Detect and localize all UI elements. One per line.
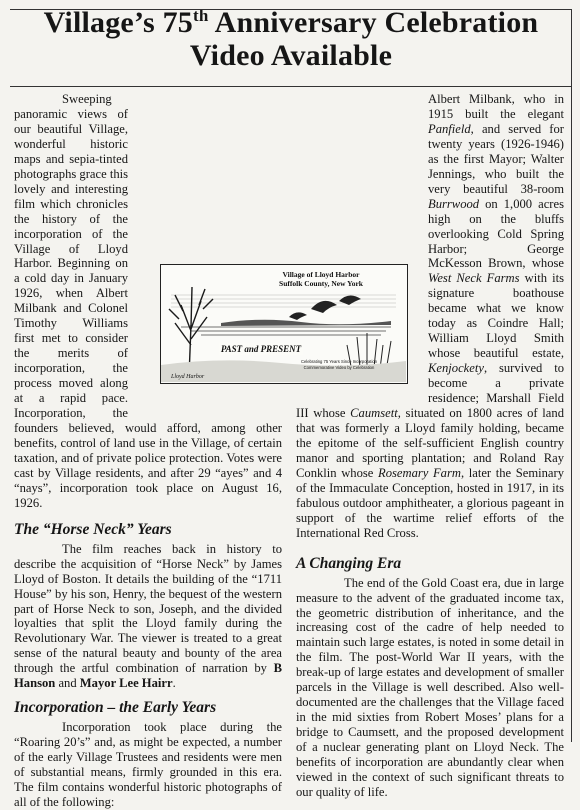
estate-panfield: Panfield — [428, 121, 471, 136]
estates-text-a: Albert Milbank, who in 1915 built the elegant — [428, 92, 564, 121]
cover-illustration — [161, 265, 406, 382]
frame-right-rule — [571, 9, 572, 742]
title-text-line2: Video Available — [189, 39, 393, 72]
title-superscript: th — [193, 6, 209, 25]
section-heading-early-years: Incorporation – the Early Years — [14, 699, 217, 717]
estates-text-f: , situated on 1800 acres of land that was formerly a Lloyd family holding, became the epitome of the self-sufficient English country manor and sporting plantation; and Roland Ray Conklin whose — [296, 406, 564, 480]
video-cover-image — [160, 264, 408, 384]
title-text-b: Anniversary Celebration — [208, 6, 539, 39]
estates-text-c: on 1,000 acres high on the bluffs overlooking Cold Spring Harbor; George McKesson Brown, whose — [428, 196, 564, 271]
early-years-paragraph: Incorporation took place during the “Roaring 20’s” and, as might be expected, a number of the early Village Trustees and residents were men of substantial means, firmly grounded in this era. The film contains wonderful historic photographs of all of the following: — [14, 720, 282, 809]
article-title — [14, 6, 568, 72]
horse-neck-text: The film reaches back in history to describe the acquisition of “Horse Neck” by James Lloyd of Boston. It details the building of the “1711 House” by his son, Henry, the bequest of the western part of Horse Neck to son, Joseph, and the divided loyalties that split the Lloyd family during the Revolutionary War. The viewer is treated to a great sense of the natural beauty and bounty of the area through the artful combination of narration by — [14, 541, 282, 676]
estate-rosemary-farm: Rosemary Farm — [378, 465, 461, 480]
narrator-name: B Hanson — [14, 661, 282, 691]
left-column — [14, 92, 282, 810]
title-divider — [10, 86, 572, 87]
estates-text-e: , survived to become a private residence; Marshall Field III whose — [296, 361, 564, 421]
estate-west-neck: West Neck Farms — [428, 271, 520, 286]
cover-signature: Lloyd Harbor — [171, 374, 205, 380]
newsletter-page — [0, 6, 580, 809]
frame-top-rule — [10, 9, 572, 10]
cover-line1: Village of Lloyd Harbor — [282, 270, 360, 279]
section-heading-changing-era: A Changing Era — [296, 554, 402, 572]
title-text-a: Village’s 75 — [43, 6, 193, 39]
cover-line2: Suffolk County, New York — [279, 279, 363, 288]
section-heading-horse-neck: The “Horse Neck” Years — [14, 520, 172, 538]
sentence-end: . — [172, 676, 176, 691]
article-columns — [14, 92, 566, 809]
intro-paragraph: Sweeping panoramic views of our beautiful Village, wonderful historic maps and sepia-tinted photographs grace this lovely and interesting film which chronicles the history of the incorporation of the Village of Lloyd Harbor. Beginning on a cold day in January 1926, when Albert Milbank and Colonel Timothy Williams first met to consider the merits of incorporation, the process moved along at a rapid pace. Incorporation, the founders believed, would afford, among other benefits, control of land use in the Village, of certain taxation, and of private police protection. Votes were cast by Village residents, and after 29 “ayes” and 4 “nays”, incorporation took place on August 16, 1926. — [14, 92, 282, 510]
estates-text-g: , later the Seminary of the Immaculate Conception, hosted in 1917, in its fabulous outdoor amphitheater, a glorious pageant in support of the wartime relief efforts of the International Red Cross. — [296, 465, 564, 540]
right-column — [296, 92, 564, 800]
changing-era-paragraph: The end of the Gold Coast era, due in large measure to the advent of the graduated income tax, the geometric distribution of inheritance, and the increasing cost of the cadre of help needed to maintain such large estates, is noted in some detail in the film. The post-World War II years, with the break-up of large estates and development of smaller parcels in the Village is well described. Also well-documented are the challenges that the Village faced in the mid sixties from Robert Moses’ plans for a bridge to Caumsett, and the proposed development of a nuclear generating plant on Lloyd Neck. The benefits of incorporation are abundantly clear when viewed in the context of such significant threats to our quality of life. — [296, 575, 564, 799]
estates-text-d: with its signature boathouse became what we know today as Coindre Hall; William Lloyd Smith whose beautiful estate, — [428, 271, 564, 361]
cover-banner: PAST and PRESENT — [220, 344, 302, 354]
estates-text-b: , and served for twenty years (1926-1946) as the first Mayor; Walter Jennings, who built the very beautiful 38-room — [428, 121, 564, 196]
estate-kenjockety: Kenjockety — [428, 361, 484, 376]
cover-caption2: Commemorative Video by Celebration — [303, 365, 375, 370]
horse-neck-paragraph — [14, 542, 282, 692]
mayor-name: Mayor Lee Hairr — [79, 676, 173, 691]
cover-caption1: Celebrating 75 Years Since Incorporation — [300, 359, 378, 364]
estate-burrwood: Burrwood — [428, 196, 480, 211]
estate-caumsett: Caumsett — [350, 406, 398, 421]
conjunction-text: and — [55, 676, 80, 691]
